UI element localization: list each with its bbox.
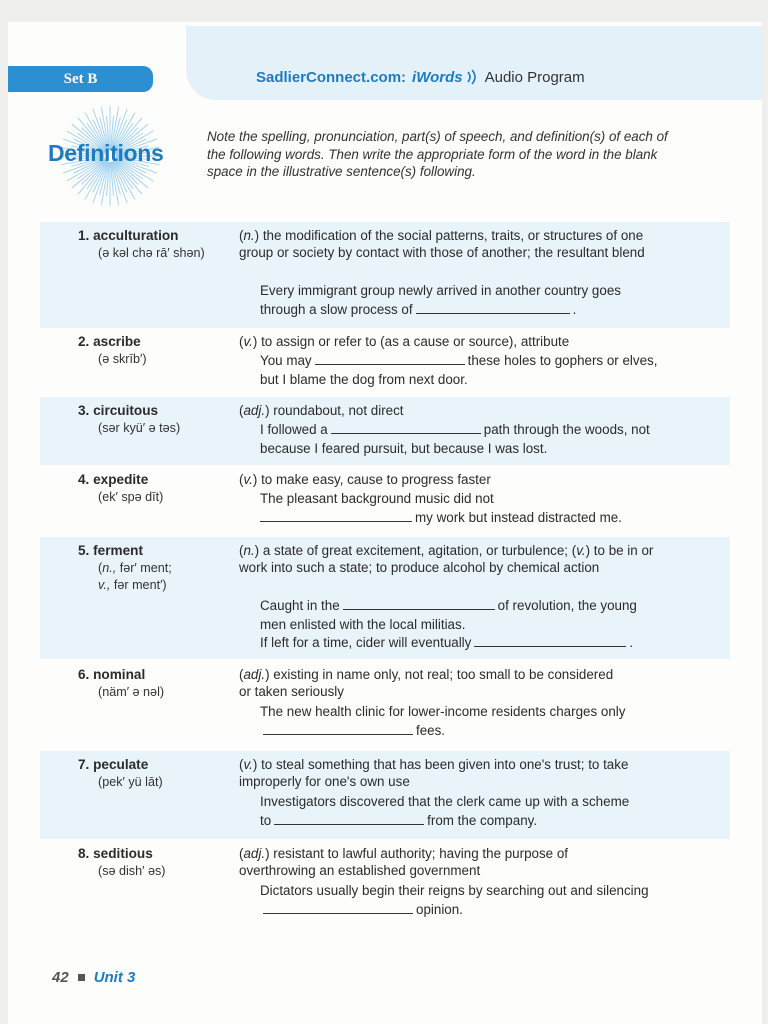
answer-blank[interactable] [263,722,413,735]
entry-pronunciation: (näm′ ə nəl) [98,685,165,699]
site-domain[interactable]: SadlierConnect.com: [256,68,407,86]
example-text: I followed a [260,422,328,437]
example-text: fees. [416,722,446,738]
entry-pronunciation: (ə kəl chə rā′ shən) [98,246,205,260]
answer-blank[interactable] [315,352,465,365]
part-of-speech: n. [243,228,255,243]
audio-program-label: Audio Program [484,68,585,86]
entry-definition: (adj.) roundabout, not direct [239,403,404,418]
entry-ferment [40,537,730,659]
example-text: Investigators discovered that the clerk came up with a scheme to [260,794,630,828]
unit-label: Unit 3 [93,969,136,986]
entry-definition: (adj.) resistant to lawful authority; having the purpose of overthrowing an established government [239,846,569,878]
entry-definition: (n.) the modification of the social patterns, traits, or structures of one group or society by contact with those of another; the resultant blend [239,228,645,260]
example-text: Every immigrant group newly arrived in another country goes through a slow process of [260,283,621,317]
definition-text: resistant to lawful authority; having the purpose of overthrowing an established government [239,846,569,878]
part-of-speech: adj. [243,403,266,418]
entry-peculate [40,751,730,839]
example-sentence [260,352,660,389]
page-footer [52,969,135,986]
part-of-speech: adj. [243,667,266,682]
definition-text: a state of great excitement, agitation, or turbulence; ( [262,543,577,558]
example-sentence [260,421,670,458]
example-sentence [260,793,640,830]
instructions-text: Note the spelling, pronunciation, part(s) of speech, and definition(s) of each of the following words. Then write the appropriate form of the word in the blank space in the illustrative sentence(s) following. [207,129,668,179]
example-text: these holes to gophers or elves, but I blame the dog from next door. [260,353,658,387]
part-of-speech: v. [576,543,586,558]
definition-text: to assign or refer to (as a cause or source), attribute [261,334,570,349]
example-text: of revolution, the young men enlisted with the local militias. [260,598,637,632]
example-text: Dictators usually begin their reigns by searching out and silencing [260,883,649,898]
entry-ascribe [40,328,730,396]
definition-text: to make easy, cause to progress faster [261,472,491,487]
answer-blank[interactable] [263,901,413,914]
part-of-speech: v. [243,334,253,349]
part-of-speech: v. [243,472,253,487]
part-of-speech: v. [243,757,253,772]
entry-acculturation [40,222,730,328]
example-text: If left for a time, cider will eventually [260,635,472,650]
entry-definition: (v.) to make easy, cause to progress faster [239,472,491,487]
example-text: You may [260,353,312,368]
answer-blank[interactable] [331,421,481,434]
example-text: The new health clinic for lower-income residents charges only [260,704,626,719]
definition-text: the modification of the social patterns, traits, or structures of one group or society by contact with those of another; the resultant blend [239,228,645,260]
definition-text: to steal something that has been given into one's trust; to take improperly for one's own use [239,757,629,789]
example-sentence [260,282,660,319]
section-title: Definitions [48,140,164,166]
answer-blank[interactable] [343,597,495,610]
audio-program-header [256,68,585,86]
entry-word: 8. seditious [78,846,153,861]
entry-word: 5. ferment [78,543,143,558]
example-sentence [260,703,630,740]
example-sentence [260,597,640,634]
page-number: 42 [52,969,69,986]
entry-word: 3. circuitous [78,403,159,418]
example-text: . [629,635,634,650]
example-text: . [572,301,577,317]
answer-blank[interactable] [260,509,412,522]
entry-pronunciation: (ə skrīb′) [98,352,147,366]
audio-wave-icon [465,68,481,86]
square-bullet-icon [78,974,85,981]
example-text: opinion. [416,901,463,917]
entry-word: 4. expedite [78,472,149,487]
entry-definition: (adj.) existing in name only, not real; too small to be considered or taken seriously [239,667,614,699]
definition-text: roundabout, not direct [273,403,404,418]
example-text: my work but instead distracted me. [415,509,622,525]
entry-definition: (v.) to steal something that has been given into one's trust; to take improperly for one's own use [239,757,629,789]
iwords-logo: iWords [412,68,463,86]
entry-expedite [40,466,730,536]
entry-circuitous [40,397,730,465]
entry-pronunciation: (ek′ spə dīt) [98,490,164,504]
entry-word: 2. ascribe [78,334,141,349]
header-band [186,26,762,100]
part-of-speech: n. [243,543,255,558]
entry-seditious [40,840,730,930]
part-of-speech: adj. [243,846,266,861]
entry-definition: (v.) to assign or refer to (as a cause or source), attribute [239,334,570,349]
entry-pronunciation: (n., fər′ ment; v., fər ment′) [98,561,172,592]
entry-pronunciation: (pek′ yü lāt) [98,775,163,789]
answer-blank[interactable] [416,301,570,314]
example-text: from the company. [427,812,538,828]
example-text: The pleasant background music did not [260,491,494,506]
example-text: Caught in the [260,598,340,613]
definition-text: existing in name only, not real; too small to be considered or taken seriously [239,667,614,699]
entry-pronunciation: (sə dish′ əs) [98,864,166,878]
example-sentence [260,882,660,919]
example-text: path through the woods, not because I feared pursuit, but because I was lost. [260,422,650,456]
answer-blank[interactable] [274,812,424,825]
entry-pronunciation: (sər kyü′ ə təs) [98,421,181,435]
entry-word: 1. acculturation [78,228,179,243]
entry-word: 6. nominal [78,667,146,682]
answer-blank[interactable] [474,634,626,647]
entry-definition: (n.) a state of great excitement, agitation, or turbulence; (v.) to be in or work into such a state; to produce alcohol by chemical action [239,543,654,575]
set-label: Set B [63,70,98,87]
entry-nominal [40,661,730,749]
set-label-badge [8,66,153,92]
definition-text: ) to be in or work into such a state; to produce alcohol by chemical action [239,543,654,575]
entry-word: 7. peculate [78,757,149,772]
example-sentence [260,490,670,527]
example-sentence [260,634,680,653]
